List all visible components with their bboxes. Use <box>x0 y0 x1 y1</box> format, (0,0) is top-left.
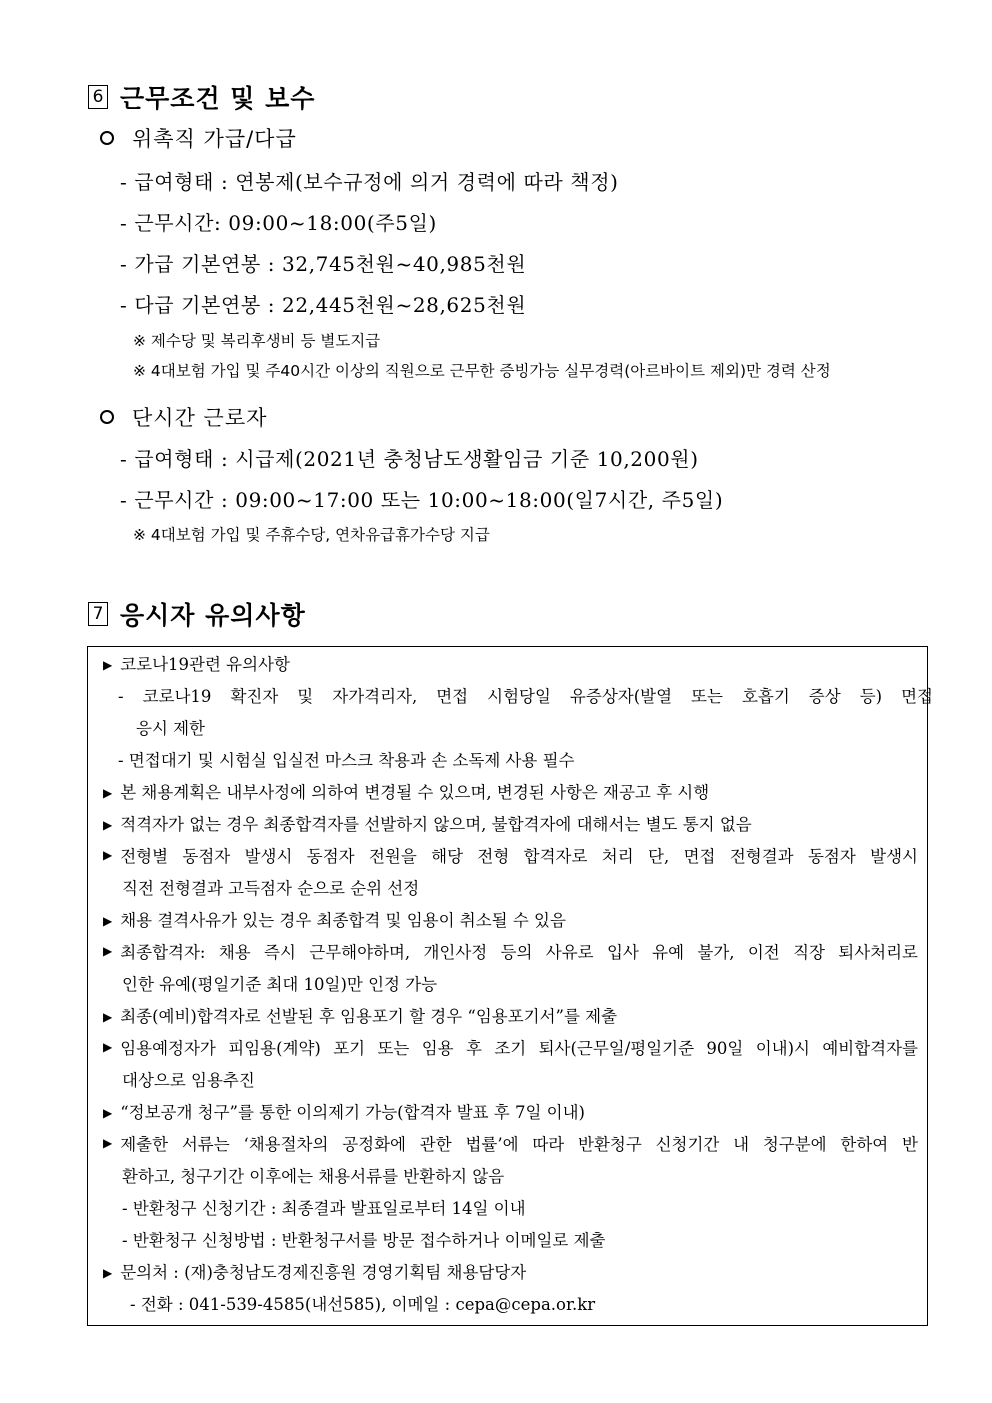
group-contract-heading <box>100 123 297 153</box>
triangle-bullet-icon: ▶ <box>103 786 113 800</box>
section-6-number: 6 <box>88 85 108 109</box>
grade-a-salary-line: - 가급 기본연봉 : 32,745천원~40,985천원 <box>120 252 527 276</box>
triangle-bullet-icon: ▶ <box>103 944 113 958</box>
list-item: ▶ 최종합격자: 채용 즉시 근무해야하며, 개인사정 등의 사유로 입사 유예 불가, 이전 직장 퇴사처리로 <box>103 943 918 962</box>
list-item: ▶ “정보공개 청구”를 통한 이의제기 가능(합격자 발표 후 7일 이내) <box>103 1103 585 1122</box>
section-7-heading <box>88 596 306 632</box>
triangle-bullet-icon: ▶ <box>103 818 113 832</box>
triangle-bullet-icon: ▶ <box>103 914 113 928</box>
contact-line: - 전화 : 041-539-4585(내선585), 이메일 : cepa@cepa.or.kr <box>130 1295 596 1314</box>
triangle-bullet-icon: ▶ <box>103 1010 113 1024</box>
insurance-note: ※ 4대보험 가입 및 주휴수당, 연차유급휴가수당 지급 <box>133 526 490 544</box>
section-6-heading <box>88 79 315 115</box>
list-item: - 코로나19 확진자 및 자가격리자, 면접 시험당일 유증상자(발열 또는 호흡기 증상 등) 면접 <box>118 687 933 706</box>
list-item: 인한 유예(평일기준 최대 10일)만 인정 가능 <box>122 975 438 994</box>
triangle-bullet-icon: ▶ <box>103 1040 113 1054</box>
list-item: ▶ 문의처 : (재)충청남도경제진흥원 경영기획팀 채용담당자 <box>103 1263 527 1282</box>
list-item: ▶ 임용예정자가 피임용(계약) 포기 또는 임용 후 조기 퇴사(근무일/평일기준 90일 이내)시 예비합격자를 <box>103 1039 918 1058</box>
section-7-title: 응시자 유의사항 <box>120 601 306 630</box>
work-hours-line: - 근무시간: 09:00~18:00(주5일) <box>120 211 437 235</box>
list-item: ▶ 적격자가 없는 경우 최종합격자를 선발하지 않으며, 불합격자에 대해서는 별도 통지 없음 <box>103 815 752 834</box>
group-parttime-heading <box>100 402 267 432</box>
list-item: 응시 제한 <box>136 719 206 738</box>
list-item: - 반환청구 신청방법 : 반환청구서를 방문 접수하거나 이메일로 제출 <box>122 1231 606 1250</box>
list-item: ▶ 코로나19관련 유의사항 <box>103 655 290 674</box>
section-6-title: 근무조건 및 보수 <box>120 84 316 113</box>
grade-c-salary-line: - 다급 기본연봉 : 22,445천원~28,625천원 <box>120 293 527 317</box>
triangle-bullet-icon: ▶ <box>103 1136 113 1150</box>
triangle-bullet-icon: ▶ <box>103 658 113 672</box>
career-note: ※ 4대보험 가입 및 주40시간 이상의 직원으로 근무한 증빙가능 실무경력(아르바이트 제외)만 경력 산정 <box>133 362 831 380</box>
triangle-bullet-icon: ▶ <box>103 848 113 862</box>
list-item: - 면접대기 및 시험실 입실전 마스크 착용과 손 소독제 사용 필수 <box>118 751 575 770</box>
section-7-number: 7 <box>88 602 108 626</box>
parttime-hours-line: - 근무시간 : 09:00~17:00 또는 10:00~18:00(일7시간, 주5일) <box>120 488 724 512</box>
list-item: ▶ 최종(예비)합격자로 선발된 후 임용포기 할 경우 “임용포기서”를 제출 <box>103 1007 618 1026</box>
group-parttime-title: 단시간 근로자 <box>132 406 268 430</box>
list-item: 환하고, 청구기간 이후에는 채용서류를 반환하지 않음 <box>122 1167 505 1186</box>
list-item: ▶ 전형별 동점자 발생시 동점자 전원을 해당 전형 합격자로 처리 단, 면접 전형결과 동점자 발생시 <box>103 847 918 866</box>
list-item: ▶ 채용 결격사유가 있는 경우 최종합격 및 임용이 취소될 수 있음 <box>103 911 566 930</box>
pay-type-line: - 급여형태 : 연봉제(보수규정에 의거 경력에 따라 책정) <box>120 170 619 194</box>
triangle-bullet-icon: ▶ <box>103 1266 113 1280</box>
group-contract-title: 위촉직 가급/다급 <box>132 127 297 151</box>
list-item: ▶ 제출한 서류는 ‘채용절차의 공정화에 관한 법률’에 따라 반환청구 신청기간 내 청구분에 한하여 반 <box>103 1135 918 1154</box>
list-item: - 반환청구 신청기간 : 최종결과 발표일로부터 14일 이내 <box>122 1199 526 1218</box>
list-item: 직전 전형결과 고득점자 순으로 순위 선정 <box>122 879 420 898</box>
hourly-pay-line: - 급여형태 : 시급제(2021년 충청남도생활임금 기준 10,200원) <box>120 447 699 471</box>
list-item: 대상으로 임용추진 <box>122 1071 255 1090</box>
circle-bullet-icon <box>100 131 114 145</box>
circle-bullet-icon <box>100 410 114 424</box>
list-item: ▶ 본 채용계획은 내부사정에 의하여 변경될 수 있으며, 변경된 사항은 재공고 후 시행 <box>103 783 710 802</box>
allowance-note: ※ 제수당 및 복리후생비 등 별도지급 <box>133 332 381 350</box>
triangle-bullet-icon: ▶ <box>103 1106 113 1120</box>
